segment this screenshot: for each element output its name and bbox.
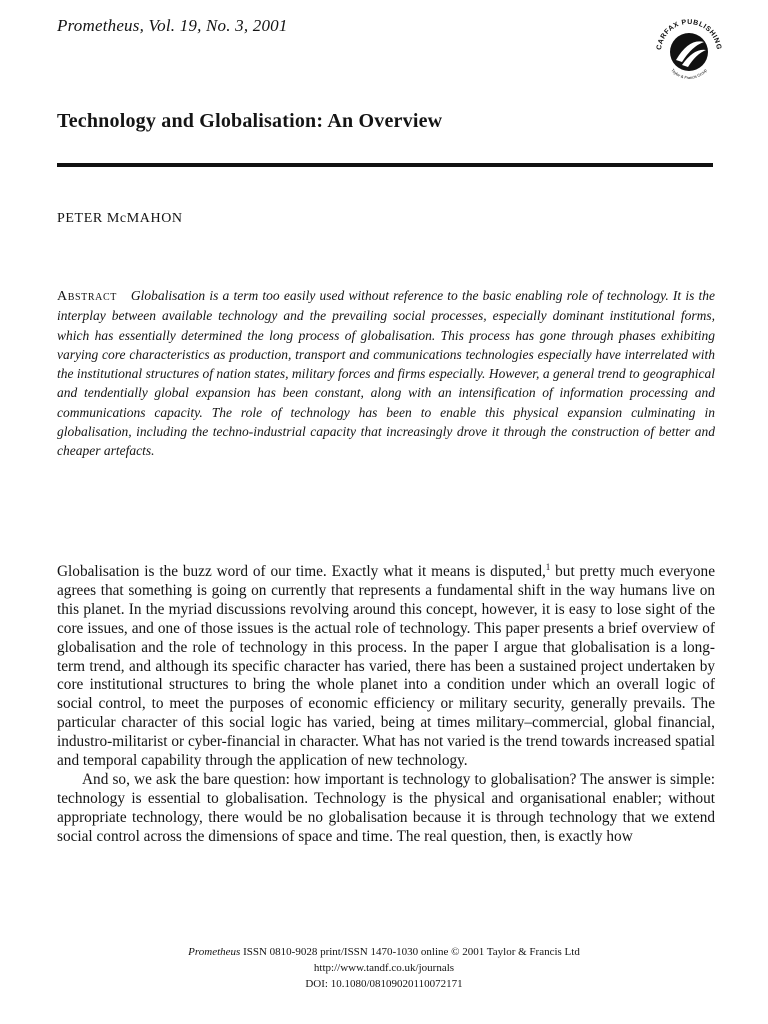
- svg-text:Taylor & Francis Group: Taylor & Francis Group: [670, 67, 708, 80]
- abstract-text: Globalisation is a term too easily used without reference to the basic enabling role of technology. It is the interplay between available technology and the prevailing social processes, especially dominant institutional forms, which has essentially determined the long process of globalisation. This process has gone through phases exhibiting varying core characteristics as production, transport and communications technologies especially have interrelated with the institutional structures of nation states, military forces and firms especially. However, a general trend to geographical and tendentially global expansion has been constant, along with an intensification of information processing and communications capacity. The role of technology has been to enable this physical expansion culminating in globalisation, including the techno-industrial capacity that increasingly drove it through the construction of better and cheaper artefacts.: [57, 288, 715, 459]
- abstract: [57, 286, 715, 461]
- body-paragraph-1: [57, 563, 715, 771]
- carfax-publishing-logo: [652, 12, 726, 86]
- abstract-label: Abstract: [57, 289, 117, 304]
- title-divider: [57, 163, 713, 167]
- footer-doi: DOI: 10.1080/08109020110072171: [305, 978, 463, 990]
- body-text: [57, 563, 715, 847]
- paragraph-1-start: Globalisation is the buzz word of our time. Exactly what it means is disputed,: [57, 563, 546, 580]
- footer-issn-line: [0, 944, 768, 960]
- footer-issn: ISSN 0810-9028 print/ISSN 1470-1030 online © 2001 Taylor & Francis Ltd: [240, 946, 580, 958]
- footer-url[interactable]: http://www.tandf.co.uk/journals: [313, 962, 455, 974]
- journal-citation: Prometheus, Vol. 19, No. 3, 2001: [57, 16, 288, 35]
- body-paragraph-2: And so, we ask the bare question: how important is technology to globalisation? The answer is simple: technology is essential to globalisation. Technology is the physical and organisational enabler; without appropriate technology, there would be no globalisation because it is through technology that we extend social control across the dimensions of space and time. The real question, then, is exactly how: [57, 770, 715, 845]
- svg-text:CARFAX PUBLISHING: CARFAX PUBLISHING: [655, 18, 723, 51]
- footer-journal: Prometheus: [188, 946, 241, 958]
- paragraph-1-rest: but pretty much everyone agrees that something is going on currently that represents a fundamental shift in the way humans live on this planet. In the myriad discussions revolving around this concept, however, it is easy to lose sight of the core issues, and one of those issues is the actual role of technology. This paper presents a brief overview of globalisation and the role of technology in this process. In the paper I argue that globalisation is a long-term trend, and although its specific character has varied, there has been a sustained project undertaken by core institutional structures to bring the whole planet into a condition under which an overall logic of social control, to meet the purposes of economic efficiency or military security, generally prevails. The particular character of this social logic has varied, being at times military–commercial, global financial, industro-militarist or cyber-financial in character. What has not varied is the trend towards increased spatial and temporal capability through the application of new technology.: [57, 563, 715, 770]
- article-title: Technology and Globalisation: An Overview: [57, 110, 443, 132]
- page-footer: [0, 944, 768, 992]
- author-name: PETER McMAHON: [57, 211, 183, 226]
- footnote-marker[interactable]: 1: [545, 562, 551, 572]
